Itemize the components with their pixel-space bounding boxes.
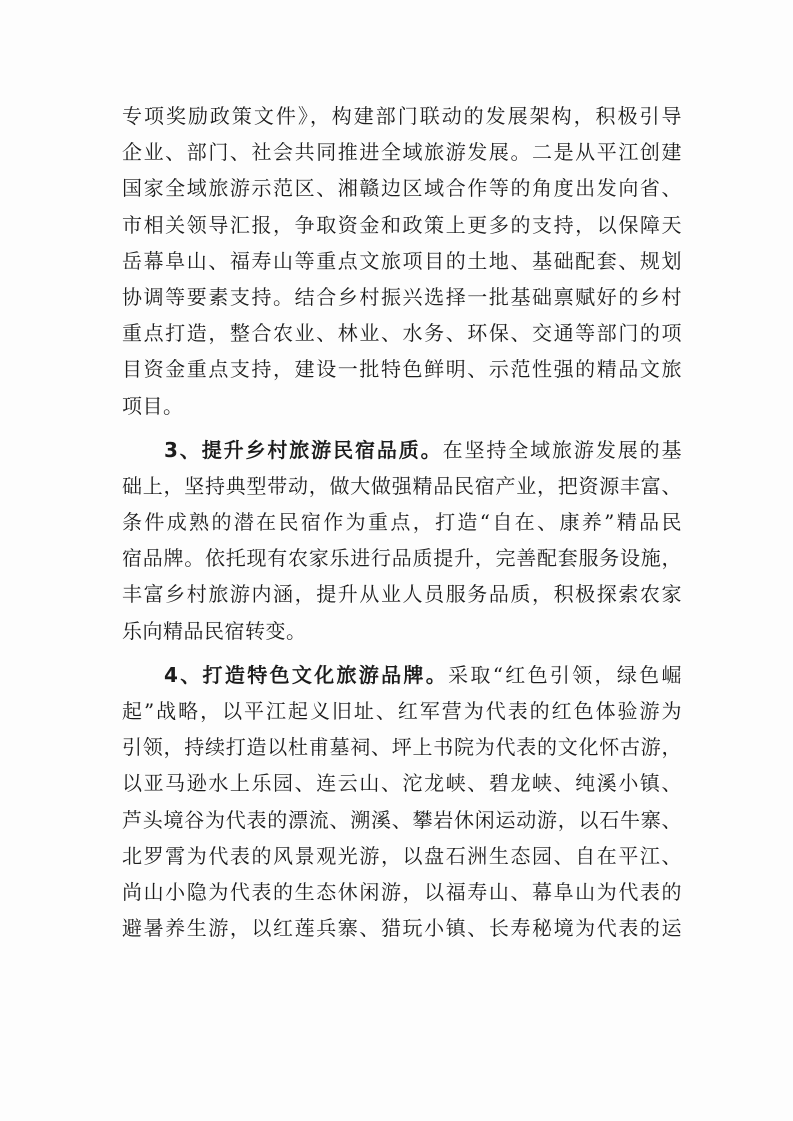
text-line: 项目。 bbox=[122, 393, 184, 418]
text-line: 避暑养生游，以红莲兵寨、猎玩小镇、长寿秘境为代表的运 bbox=[122, 916, 682, 941]
text-line: 岳幕阜山、福寿山等重点文旅项目的土地、基础配套、规划 bbox=[122, 248, 682, 273]
text-line: 国家全域旅游示范区、湘赣边区域合作等的角度出发向省、 bbox=[122, 176, 682, 201]
text-line: 北罗霄为代表的风景观光游，以盘石洲生态园、自在平江、 bbox=[122, 843, 682, 868]
text-span: 在坚持全域旅游发展的基 bbox=[442, 437, 683, 462]
text-line bbox=[122, 432, 682, 468]
text-line: 起”战略，以平江起义旧址、红军营为代表的红色体验游为 bbox=[122, 699, 682, 723]
text-line: 以亚马逊水上乐园、连云山、沱龙峡、碧龙峡、纯溪小镇、 bbox=[122, 771, 682, 796]
text-line: 引领，持续打造以杜甫墓祠、坪上书院为代表的文化怀古游， bbox=[122, 735, 682, 760]
text-line: 重点打造，整合农业、林业、水务、环保、交通等部门的项 bbox=[122, 321, 682, 346]
text-span: 采取“红色引领，绿色崛 bbox=[448, 662, 682, 687]
text-line: 丰富乡村旅游内涵，提升从业人员服务品质，积极探索农家 bbox=[122, 582, 682, 607]
section-heading: 4、打造特色文化旅游品牌。 bbox=[164, 662, 449, 687]
paragraph-rural-homestay bbox=[122, 432, 682, 649]
paragraph-policy-support bbox=[122, 98, 682, 424]
text-line: 乐向精品民宿转变。 bbox=[122, 618, 307, 643]
text-line: 尚山小隐为代表的生态休闲游，以福寿山、幕阜山为代表的 bbox=[122, 879, 682, 904]
document-body bbox=[122, 98, 682, 946]
section-heading: 3、提升乡村旅游民宿品质。 bbox=[164, 437, 443, 462]
text-line bbox=[122, 657, 682, 693]
text-line: 条件成熟的潜在民宿作为重点，打造“自在、康养”精品民 bbox=[122, 510, 682, 535]
paragraph-gap bbox=[122, 649, 682, 657]
text-line: 目资金重点支持，建设一批特色鲜明、示范性强的精品文旅 bbox=[122, 357, 682, 382]
text-line: 专项奖励政策文件》，构建部门联动的发展架构，积极引导 bbox=[122, 104, 682, 128]
text-line: 企业、部门、社会共同推进全域旅游发展。二是从平江创建 bbox=[122, 140, 682, 165]
text-line: 协调等要素支持。结合乡村振兴选择一批基础禀赋好的乡村 bbox=[122, 284, 682, 309]
text-line: 市相关领导汇报，争取资金和政策上更多的支持，以保障天 bbox=[122, 212, 682, 237]
paragraph-cultural-tourism-brand bbox=[122, 657, 682, 947]
paragraph-gap bbox=[122, 424, 682, 432]
text-line: 宿品牌。依托现有农家乐进行品质提升，完善配套服务设施， bbox=[122, 546, 682, 571]
text-line: 芦头境谷为代表的漂流、溯溪、攀岩休闲运动游，以石牛寨、 bbox=[122, 807, 682, 832]
text-line: 础上，坚持典型带动，做大做强精品民宿产业，把资源丰富、 bbox=[122, 473, 682, 498]
